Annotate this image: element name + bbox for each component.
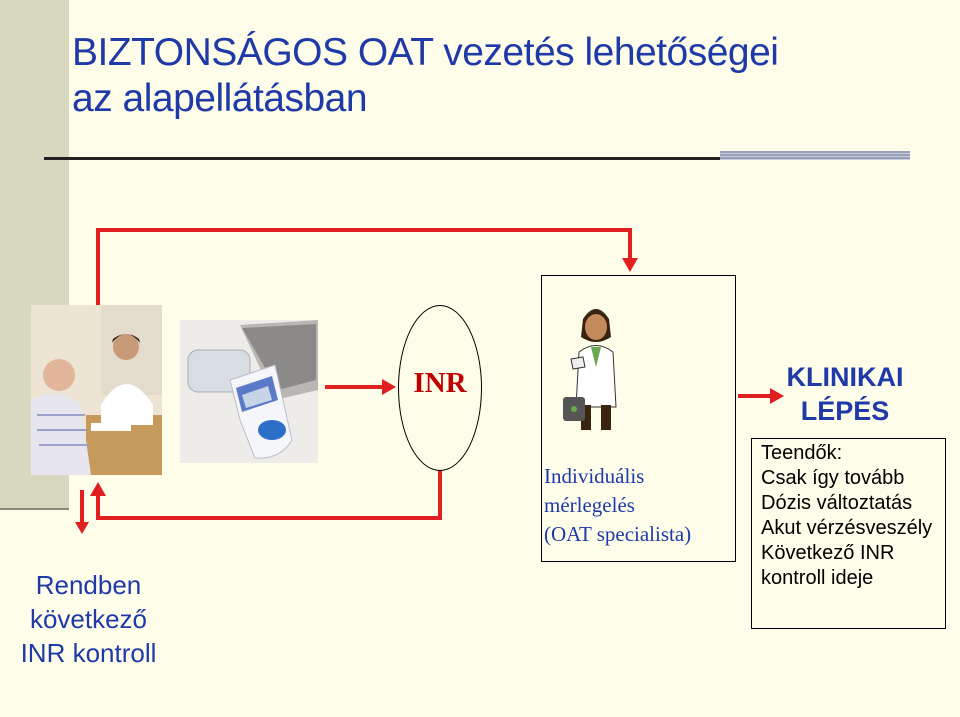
left-down-arrowhead: [75, 522, 89, 534]
todo-line: Következő INR: [761, 542, 895, 564]
inr-oval-label: INR: [413, 367, 467, 399]
bottom-arrowhead: [90, 482, 106, 496]
left-note-line-3: INR kontroll: [20, 638, 157, 668]
specialist-text: [544, 462, 734, 549]
todo-line: Dózis változtatás: [761, 492, 913, 514]
todo-line: kontroll ideje: [761, 567, 874, 589]
title-line-1: BIZTONSÁGOS OAT vezetés lehetőségei: [72, 31, 779, 74]
doctor-patient-photo: [31, 305, 162, 475]
specialist-illustration: [561, 297, 631, 437]
clinical-heading: [745, 360, 945, 428]
specialist-line-1: Individuális: [544, 464, 645, 488]
specialist-line-3: (OAT specialista): [544, 522, 692, 546]
top-arrowhead: [622, 258, 638, 272]
clinical-heading-line-2: LÉPÉS: [800, 396, 890, 426]
todo-list: [761, 441, 960, 591]
todo-line: Teendők:: [761, 442, 843, 464]
todo-line: Akut vérzésveszély: [761, 517, 933, 539]
todo-line: Csak így tovább: [761, 467, 905, 489]
clinical-heading-line-1: KLINIKAI: [786, 362, 904, 392]
inr-meter-photo: [180, 320, 318, 463]
specialist-line-2: mérlegelés: [544, 493, 635, 517]
inr-arrowhead: [382, 379, 396, 395]
bottom-loop-line: [98, 469, 440, 518]
left-note-line-2: következő: [29, 604, 148, 634]
left-note-line-1: Rendben: [35, 570, 142, 600]
left-note: [6, 568, 171, 670]
title-line-2: az alapellátásban: [72, 77, 368, 120]
